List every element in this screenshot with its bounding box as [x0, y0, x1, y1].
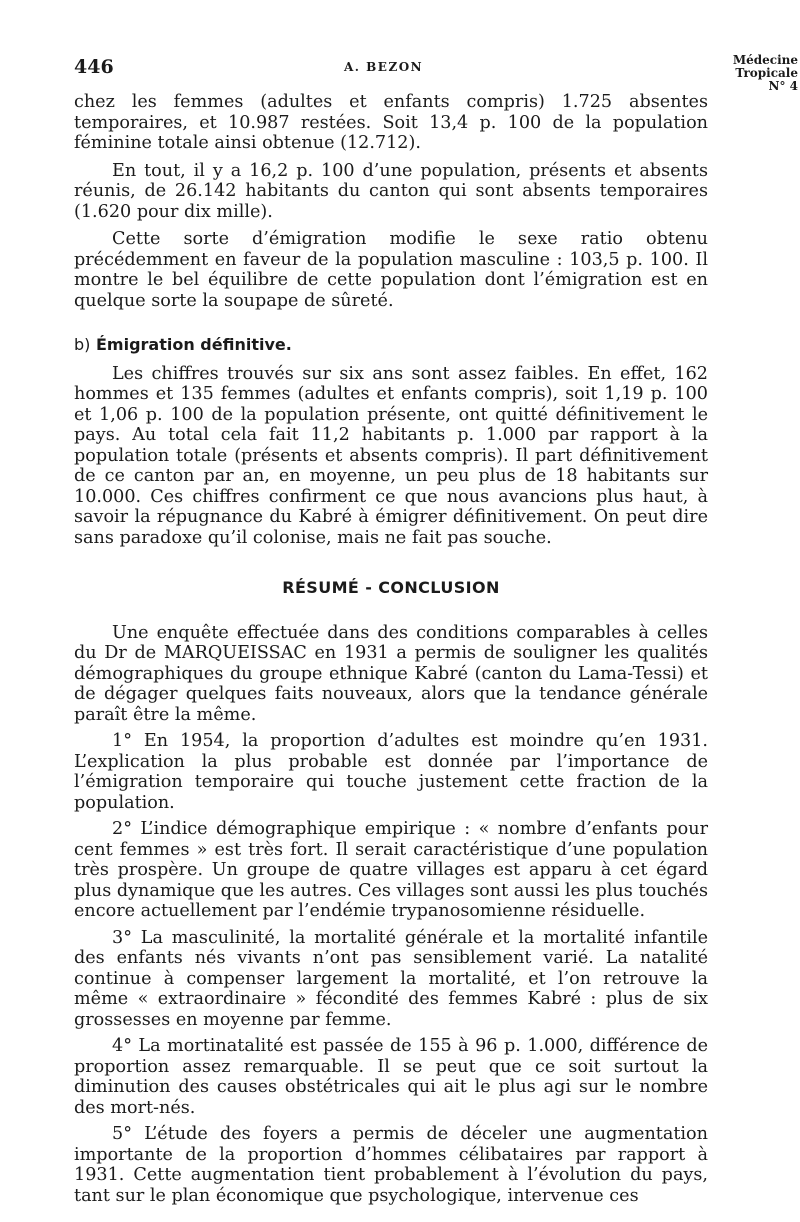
subsection-title: Émigration définitive.	[95, 335, 292, 354]
journal-marginal-note	[733, 54, 798, 93]
paragraph-female-emigration: chez les femmes (adultes et enfants compris) 1.725 absentes temporaires, et 10.987 restées. Soit 13,4 p. 100 de la population féminine totale ainsi obtenue (12.712).	[74, 92, 708, 153]
page-number: 446	[74, 56, 114, 78]
conclusion-point-2: 2° L’indice démographique empirique : « nombre d’enfants pour cent femmes » est très fort. Il serait caractéristique d’une population très prospère. Un groupe de quatre villages est apparu à cet égard plus dynamique que les autres. Ces villages sont aussi les plus touchés encore actuellement par l’endémie trypanosomienne résiduelle.	[74, 819, 708, 921]
conclusion-point-3: 3° La masculinité, la mortalité générale et la mortalité infantile des enfants nés vivants n’ont pas sensiblement varié. La natalité continue à compenser largement la mortalité, et l’on retrouve la même « extraordinaire » fécondité des femmes Kabré : plus de six grossesses en moyenne par femme.	[74, 927, 708, 1030]
conclusion-point-1: 1° En 1954, la proportion d’adultes est moindre qu’en 1931. L’explication la plus probable est donnée par l’importance de l’émigration temporaire qui touche justement cette fraction de la population.	[74, 731, 708, 813]
section-title-conclusion: RÉSUMÉ - CONCLUSION	[282, 578, 500, 597]
running-head-author: A. BEZON	[344, 60, 424, 74]
subsection-heading	[74, 335, 708, 356]
paragraph-conclusion-intro: Une enquête effectuée dans des conditions comparables à celles du Dr de MARQUEISSAC en 1931 a permis de souligner les qualités démographiques du groupe ethnique Kabré (canton du Lama-Tessi) et de dégager quelques faits nouveaux, alors que la tendance générale paraît être la même.	[74, 622, 708, 725]
subsection-marker: b)	[74, 335, 91, 354]
running-head	[74, 56, 714, 80]
paragraph-total-absent: En tout, il y a 16,2 p. 100 d’une population, présents et absents réunis, de 26.142 habitants du canton qui sont absents temporaires (1.620 pour dix mille).	[74, 160, 708, 222]
paragraph-definitive-emigration: Les chiffres trouvés sur six ans sont assez faibles. En effet, 162 hommes et 135 femmes (adultes et enfants compris), soit 1,19 p. 100 et 1,06 p. 100 de la population présente, ont quitté définitivement le pays. Au total cela fait 11,2 habitants p. 1.000 par rapport à la population totale (présents et absents compris). Il part définitivement de ce canton par an, en moyenne, un peu plus de 18 habitants sur 10.000. Ces chiffres confirment ce que nous avancions plus haut, à savoir la répugnance du Kabré à émigrer définitivement. On peut dire sans paradoxe qu’il colonise, mais ne fait pas souche.	[74, 363, 708, 548]
conclusion-point-5: 5° L’étude des foyers a permis de déceler une augmentation importante de la proportion d’hommes célibataires par rapport à 1931. Cette augmentation tient probablement à l’évolution du pays, tant sur le plan économique que psychologique, intervenue ces	[74, 1124, 708, 1206]
journal-name-line1: Médecine	[732, 53, 798, 67]
journal-name-line2: Tropicale	[735, 66, 798, 80]
article-body	[74, 92, 708, 1206]
journal-issue: N° 4	[768, 79, 798, 93]
conclusion-point-4: 4° La mortinatalité est passée de 155 à 96 p. 1.000, différence de proportion assez remarquable. Il se peut que ce soit surtout la diminution des causes obstétricales qui ait le plus agi sur le nombre des mort-nés.	[74, 1036, 708, 1118]
paragraph-sex-ratio: Cette sorte d’émigration modifie le sexe ratio obtenu précédemment en faveur de la population masculine : 103,5 p. 100. Il montre le bel équilibre de cette population dont l’émigration est en quelque sorte la soupape de sûreté.	[74, 229, 708, 311]
